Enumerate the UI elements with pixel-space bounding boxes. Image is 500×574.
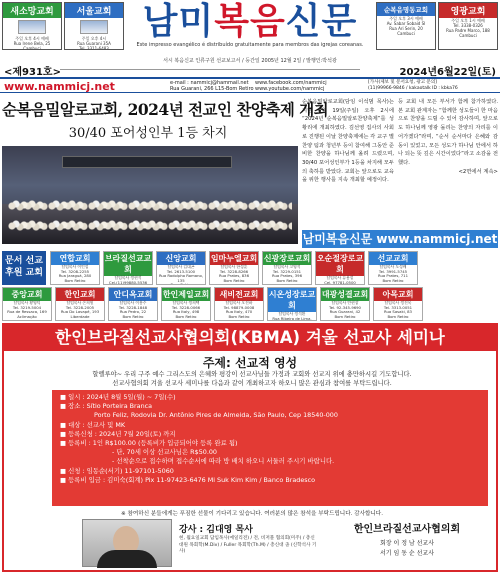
church-info: 담임목사 김대곤: [167, 264, 195, 269]
detail-target: ■ 대상 : 선교사 및 MK: [60, 420, 126, 429]
ad-line: Rua Padre Marco, 188: [446, 28, 490, 33]
church-info: Liberdade: [70, 313, 90, 319]
directory-label-title: 문서 선교: [5, 256, 43, 266]
article-column-2: [398, 98, 498, 176]
church-info: Rua Pedro, 22: [119, 309, 147, 315]
church-name: 신앙교회: [157, 252, 205, 265]
seminar-intro: [14, 370, 490, 388]
church-info: Rua Ribeiro de Lima,: [272, 315, 312, 321]
detail-address: Porto Feliz, Rodovia Dr. Antônio Pires de Almeida, São Paulo, Cep 18540-000: [94, 411, 338, 420]
church-info: 담임목사 손희원: [66, 300, 94, 305]
masthead: [0, 0, 500, 93]
church-info: Tel. 3229-0151: [272, 268, 302, 274]
speaker-name: 강사 : 김대영 목사: [179, 525, 253, 535]
church-info: 담임목사 황영덕: [13, 300, 41, 305]
stage-banner: [62, 156, 232, 168]
ad-line: Rua Ari Serin, 20: [389, 26, 423, 31]
church-card[interactable]: [50, 251, 100, 285]
ad-line: Cambuci: [397, 31, 415, 36]
ad-line: Av. Sabar Sobaid SI: [386, 21, 426, 26]
seminar-details: [52, 390, 488, 506]
report-contact: [368, 80, 498, 91]
ad-box-4[interactable]: [438, 2, 498, 50]
article-photo: [2, 146, 298, 244]
church-info: Tel. 3991-5745: [378, 268, 408, 274]
issue-bar: [0, 63, 500, 76]
church-name: 오순절장로교회: [316, 254, 364, 274]
church-info: Bom Retiro: [175, 313, 197, 319]
intro-line: 선교사협의회 겨울 선교사 세미나를 다음과 같이 개최하고자 하오니 많은 관심과 참여를 부탁드립니다.: [112, 380, 392, 387]
publication-info: 서시 복음신교 인류구원 선교보고서 / 등간일 2005년 12월 2일 / 발행인:박석광: [163, 58, 337, 64]
church-card[interactable]: [320, 287, 370, 321]
article-text: 등 교회 내 모든 부서가 함께 참가하였다. 본 교회 관계자는 “함께한 성도들이 한 마음으로 찬양을 드릴 수 있어 감사하며, 앞으로도 하나님께 영광 돌리는 찬양의 자리를 이어가겠다”라며, “순서 순서마다 은혜와 감동이 있었고, 모든 성도가 하나님 안에서 하나 되는 뜻 깊은 시간이었다”라고 소감을 전했다.: [398, 99, 498, 166]
social-links: [255, 80, 327, 92]
subheadline: 30/40 포어성인부 1등 차지: [68, 126, 228, 141]
church-info: Bom Retiro: [64, 277, 86, 283]
ad-line: Rua Irene Bela, 25: [13, 41, 51, 46]
church-info: Rua Prates, 836: [219, 273, 249, 279]
report-contact-line: [가사(제보 및 문서요청, 광고 문의]: [368, 80, 437, 85]
detail-payment: ■ 등록비 입금 : 김미숙(회계) Pix 11-97423-6476 Mi Suk Kim Kim / Banco Bradesco: [60, 475, 316, 484]
church-card[interactable]: [368, 251, 418, 285]
church-info: Rua Prates, 396: [272, 273, 302, 279]
seminar-theme: 주제: 선교적 영성: [202, 356, 298, 370]
ad-title: 순복음명동교회: [377, 3, 435, 16]
detail-fee: ■ 등록비 : 1인 R$100.00 (등록비가 입금되어야 등록 완료 됨): [60, 439, 238, 448]
youtube-link[interactable]: www.youtube.com/nammicj: [255, 86, 325, 92]
church-info: 담임목사 한성훈: [220, 264, 248, 269]
church-info: 담임목사 고영석: [273, 264, 301, 269]
church-card[interactable]: [108, 287, 158, 321]
ad-line: 주일 오후 4시 예배: [15, 36, 49, 41]
church-name: 연합교회: [51, 252, 99, 265]
church-card[interactable]: [262, 251, 312, 285]
church-info: Tel. 3313-0051: [383, 304, 413, 310]
church-info: Tel. 92-345-9690: [329, 304, 361, 310]
ad-line: Tel. 3311-6483: [79, 46, 109, 50]
seminar-notice: [2, 323, 498, 572]
church-name: 새비전교회: [215, 288, 263, 301]
church-info: Bom Retiro: [228, 313, 250, 319]
church-info: 담임목사 정석환: [278, 311, 306, 316]
choir-group: [8, 198, 292, 234]
church-name: 아목교회: [374, 288, 422, 301]
church-info: Bom Retiro: [382, 277, 404, 283]
church-name: 중앙교회: [3, 288, 51, 301]
church-card[interactable]: [209, 251, 259, 285]
newspaper-title: 남미복음신문: [142, 1, 358, 42]
church-info: Rua Italy, 470: [225, 309, 253, 315]
church-name: 시온성장로교회: [268, 290, 316, 310]
church-info: Aclimação: [17, 313, 37, 319]
church-info: Bom Retiro: [387, 313, 409, 319]
ad-box-1[interactable]: [2, 2, 62, 50]
address-text: Rua Guarani, 266 L15-Bom Retiro: [170, 86, 254, 92]
issue-date: 2024년6월22일(토): [399, 67, 496, 78]
church-card[interactable]: [373, 287, 423, 321]
church-info: 담임목사 정진욱: [384, 300, 412, 305]
church-info: Tel. 98879-0008: [223, 304, 255, 310]
church-name: 선교교회: [369, 252, 417, 265]
detail-venue: ■ 장소 : Sítio Porteira Branca: [60, 402, 153, 411]
speaker-suit: [97, 550, 157, 568]
church-info: Rua de Ressaca, 169: [7, 309, 47, 315]
church-info: Rua Prates, 711: [378, 273, 408, 279]
church-directory: [2, 251, 498, 321]
email-text[interactable]: e-mail : nammicj@hammail.net: [170, 80, 249, 86]
church-info: Rua Jaraguá, 280: [58, 273, 92, 279]
church-info: Bom Retiro: [276, 277, 298, 283]
association-chair: 회장 이 정 남 선교사: [380, 540, 434, 547]
church-info: 담임목사 이흥주: [119, 300, 147, 305]
association-name: 한인브라질선교사협의회: [353, 524, 461, 535]
church-info: Bom Retiro: [122, 313, 144, 319]
continued-note: <2면에서 계속>: [458, 168, 498, 175]
church-info: Tel. 3228-8266: [219, 268, 249, 274]
church-info: 담임목사 정현석: [114, 275, 142, 280]
speaker-bio: 현, 월요일교회 담임목사(예일리전) / 전, 비저블 협의회(미주) / 총신대원 목회학(M.Div) / Fuller 목회학(Th.M) / 총신대 졸 (신학석사 기사): [179, 536, 317, 554]
church-name: 신광장로교회: [263, 254, 311, 263]
church-info: Rua Guarani, 42: [329, 309, 361, 315]
church-info: Cel. 97781-0500: [324, 279, 356, 285]
church-card[interactable]: [55, 287, 105, 321]
ad-line: Rua Guarani 35A: [77, 41, 111, 46]
church-info: Tel. 2613-5100: [166, 268, 196, 274]
church-info: Tel. 3219-5004: [12, 304, 42, 310]
ad-line: Cambuci: [23, 46, 41, 50]
church-name: 브라질선교교회: [104, 254, 152, 274]
church-card[interactable]: [267, 287, 317, 321]
website-link[interactable]: www.nammicj.net: [4, 80, 115, 93]
report-contact-line: (11)99966-9846 / kakaotalk ID : kbka76: [368, 85, 458, 91]
church-info: Rua Do Lavapé, 193: [60, 309, 100, 315]
church-info: Tel. 3208-2255: [60, 268, 90, 274]
association-secretary: 서기 임 동 순 선교사: [380, 550, 434, 557]
church-info: 담임목사 도성배: [379, 264, 407, 269]
directory-label-subtitle: 후원 교회: [5, 268, 43, 278]
church-info: 담임목사 류용설: [326, 275, 354, 280]
ad-line: 주일 오후 1시 예배: [451, 18, 485, 23]
church-card[interactable]: [161, 287, 211, 321]
church-card[interactable]: [214, 287, 264, 321]
ad-line: Cambuci: [459, 33, 477, 38]
ad-box-2[interactable]: [64, 2, 124, 50]
detail-fee-note: - 선착순으로 접수하며 접수순서에 따라 방 배치 하오니 서둘러 주시기 바랍니다.: [112, 457, 335, 466]
detail-date: ■ 일시 : 2024년 8월 5일(월) ~ 7일(수): [60, 393, 176, 401]
detail-apply: ■ 신청 : 임동순(서기) 11-97101-5060: [60, 466, 174, 475]
detail-deadline: ■ 등록신청 : 2024년 7월 20일(토) 까지: [60, 429, 176, 438]
ad-line: Tel. 3338-0326: [453, 23, 483, 28]
church-info: Bom Retiro: [223, 277, 245, 283]
seminar-title: 한인브라질선교사협의회(KBMA) 겨울 선교사 세미나: [4, 325, 496, 351]
church-name: 임마누엘교회: [210, 254, 258, 263]
church-card[interactable]: [156, 251, 206, 285]
church-info: 담임목사 정희택: [172, 300, 200, 305]
church-info: Tel. 3228-2005: [65, 304, 95, 310]
association-signature: [322, 520, 492, 557]
church-card[interactable]: [2, 287, 52, 321]
church-image: [18, 20, 46, 34]
church-info: 담임목사 오진하: [225, 300, 253, 305]
church-name: 대광성결교회: [321, 290, 369, 299]
article-column-1: 순복음밀알로교회(담임 이석범 목사)는 지난 5월 19일(주일) 오후 2시에 “2024년 순복음밀알로찬양축제”를 성황리에 개최하였다. 김선영 집사의 사회로 진행된 이날 찬양축제에는 각 교구 별 찬양 팀과 청년부 등이 참여해 그동안 준비한 찬양을 하나님께 올려 드렸으며, 30/40 포어성인부가 1등을 차지해 모두의 축하를 받았다. 교회는 앞으로도 교육을 위한 행사를 지속 개최할 예정이다.: [302, 99, 394, 184]
ad-title: 새소망교회: [3, 3, 61, 18]
facebook-link[interactable]: www.facebook.com/nammicj: [255, 80, 327, 86]
ad-title: 영광교회: [439, 3, 497, 18]
directory-label: [2, 251, 46, 285]
intro-line: 할렐루야~ 우리 구주 예수 그리스도의 은혜와 평강이 선교사님들 가정과 교회와 선교지 위에 충만하시길 기도합니다.: [92, 371, 412, 378]
ad-box-3[interactable]: [376, 2, 436, 50]
church-info: Rua Rodolpho Romano, 135: [158, 273, 204, 283]
ad-line: 주일 오후 3시 예배: [389, 16, 423, 21]
church-name: 한인교회: [56, 288, 104, 301]
church-image: [80, 20, 108, 34]
church-info: Cel.(11)99880-5536: [108, 279, 148, 285]
divider: [60, 69, 360, 70]
speaker-photo: [82, 519, 172, 567]
church-name: 한인제일교회: [162, 290, 210, 299]
church-info: Rua Italy, 498: [172, 309, 200, 315]
headline: 순복음밀알로교회, 2024년 전교인 찬양축제 개최: [2, 100, 329, 119]
ad-line: 주일 오후 4시: [81, 36, 107, 41]
church-card[interactable]: [103, 251, 153, 285]
seminar-note: ※ 참여하신 분들에게는 푸짐한 선물이 기다리고 있습니다. 여러분의 많은 참석을 부탁드립니다. 감사합니다.: [121, 511, 383, 517]
church-info: Bom Retiro: [170, 282, 192, 285]
church-info: 담임목사 이인섭: [61, 264, 89, 269]
website-banner[interactable]: 남미복음신문 www.nammicj.net: [302, 232, 498, 246]
church-info: Bom Retiro: [334, 313, 356, 319]
contact-bar: [0, 77, 500, 93]
ad-title: 서울교회: [65, 3, 123, 18]
detail-fee-senior: - 단, 70세 이상 선교사님은 R$50.00: [112, 448, 217, 457]
church-info: Tel. 3228-1848: [118, 304, 148, 310]
church-info: 담임목사 안현창: [331, 300, 359, 305]
church-name: 안디옥교회: [109, 288, 157, 301]
contact-info: [170, 80, 254, 92]
church-info: Tel. 3228-0066: [171, 304, 201, 310]
church-info: Rua Sasaki, 83: [384, 309, 412, 315]
issue-number: <제931호>: [4, 67, 61, 78]
church-card[interactable]: [315, 251, 365, 285]
tagline: Este impresso evangélico é distribuído gratuitamente para membros das igrejas coreanas.: [136, 42, 364, 48]
